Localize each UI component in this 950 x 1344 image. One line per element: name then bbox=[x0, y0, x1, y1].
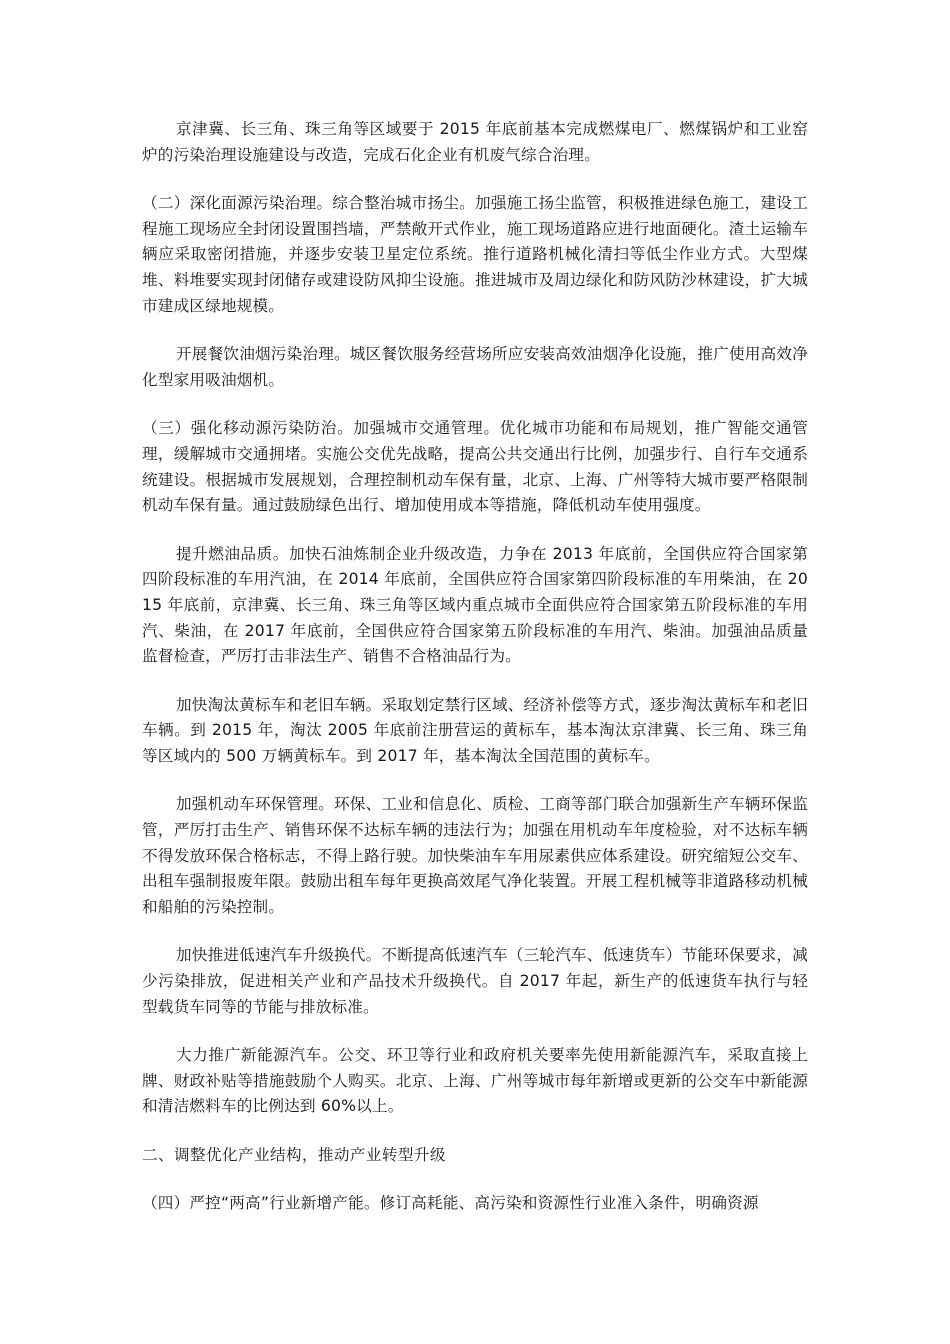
paragraph-vehicle-environmental-management: 加强机动车环保管理。环保、工业和信息化、质检、工商等部门联合加强新生产车辆环保监管，严厉打击生产、销售环保不达标车辆的违法行为；加强在用机动车年度检验，对不达标车辆不得发放环保合格标志，不得上路行驶。加快柴油车车用尿素供应体系建设。研究缩短公交车、出租车强制报废年限。鼓励出租车每年更换高效尾气净化装置。开展工程机械等非道路移动机械和船舶的污染控制。 bbox=[142, 795, 808, 916]
paragraph-mobile-source: （三）强化移动源污染防治。加强城市交通管理。优化城市功能和布局规划，推广智能交通管理，缓解城市交通拥堵。实施公交优先战略，提高公共交通出行比例，加强步行、自行车交通系统建设。根据城市发展规划，合理控制机动车保有量，北京、上海、广州等特大城市要严格限制机动车保有量。通过鼓励绿色出行、增加使用成本等措施，降低机动车使用强度。 bbox=[142, 419, 808, 515]
paragraph-regional-deadline: 京津冀、长三角、珠三角等区域要于 2015 年底前基本完成燃煤电厂、燃煤锅炉和工业窑炉的污染治理设施建设与改造，完成石化企业有机废气综合治理。 bbox=[142, 120, 808, 164]
paragraph-yellow-label-vehicles: 加快淘汰黄标车和老旧车辆。采取划定禁行区域、经济补偿等方式，逐步淘汰黄标车和老旧车辆。到 2015 年，淘汰 2005 年底前注册营运的黄标车，基本淘汰京津冀、长三角、珠三角等区域内的 500 万辆黄标车。到 2017 年，基本淘汰全国范围的黄标车。 bbox=[142, 695, 808, 765]
paragraph-two-high-industries: （四）严控“两高”行业新增产能。修订高耗能、高污染和资源性行业准入条件，明确资源 bbox=[142, 1193, 759, 1212]
paragraph-catering-fumes: 开展餐饮油烟污染治理。城区餐饮服务经营场所应安装高效油烟净化设施，推广使用高效净化型家用吸油烟机。 bbox=[142, 345, 808, 389]
section-heading: 二、调整优化产业结构，推动产业转型升级 bbox=[142, 1146, 446, 1164]
paragraph-nonpoint-source: （二）深化面源污染治理。综合整治城市扬尘。加强施工扬尘监管，积极推进绿色施工，建设工程施工现场应全封闭设置围挡墙，严禁敞开式作业，施工现场道路应进行地面硬化。渣土运输车辆应采取密闭措施，并逐步安装卫星定位系统。推行道路机械化清扫等低尘作业方式。大型煤堆、料堆要实现封闭储存或建设防风抑尘设施。推进城市及周边绿化和防风防沙林建设，扩大城市建成区绿地规模。 bbox=[142, 194, 808, 315]
paragraph-fuel-quality: 提升燃油品质。加快石油炼制企业升级改造，力争在 2013 年底前，全国供应符合国家第四阶段标准的车用汽油，在 2014 年底前，全国供应符合国家第四阶段标准的车用柴油，在 2015 年底前，京津冀、长三角、珠三角等区域内重点城市全面供应符合国家第五阶段标准的车用汽、柴油，在 2017 年底前，全国供应符合国家第五阶段标准的车用汽、柴油。加强油品质量监督检查，严厉打击非法生产、销售不合格油品行为。 bbox=[142, 544, 808, 666]
paragraph-new-energy-vehicles: 大力推广新能源汽车。公交、环卫等行业和政府机关要率先使用新能源汽车，采取直接上牌、财政补贴等措施鼓励个人购买。北京、上海、广州等城市每年新增或更新的公交车中新能源和清洁燃料车的比例达到 60%以上。 bbox=[142, 1046, 808, 1116]
paragraph-low-speed-vehicles: 加快推进低速汽车升级换代。不断提高低速汽车（三轮汽车、低速货车）节能环保要求，减少污染排放，促进相关产业和产品技术升级换代。自 2017 年起，新生产的低速货车执行与轻型载货车同等的节能与排放标准。 bbox=[142, 946, 808, 1016]
document-body bbox=[142, 117, 808, 1239]
